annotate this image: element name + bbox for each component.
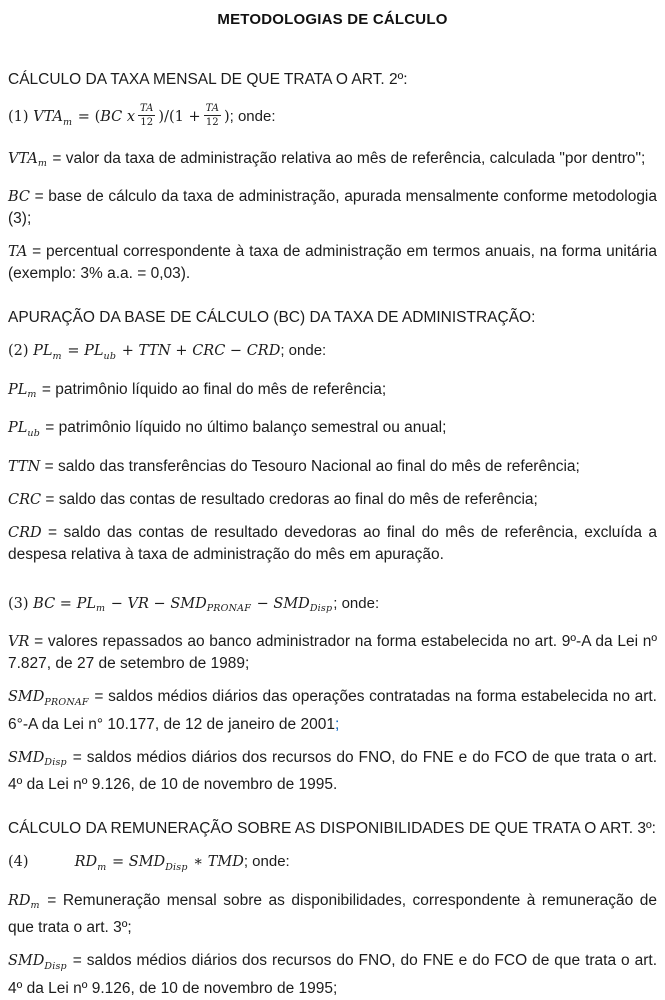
text-run: = saldo das contas de resultado devedoras ao final do mês de referência, excluída a despesa relativa à taxa de administração do mês em apuração. [8, 523, 657, 563]
text-run: ; onde: [229, 108, 276, 125]
text-run: ; onde: [280, 342, 327, 359]
math-subscript: m [97, 861, 107, 873]
text-run: = saldos médios diários dos recursos do FNO, do FNE e do FCO de que trata o art. 4º da Lei nº 9.126, de 10 de novembro de 1995. [8, 748, 657, 793]
math-variable: VTA [8, 150, 38, 167]
math-operator: + [117, 343, 139, 359]
math-operator: − [252, 595, 274, 612]
section-heading-taxa-mensal: CÁLCULO DA TAXA MENSAL DE QUE TRATA O ART. 2º: [8, 71, 408, 88]
math-subscript: m [62, 116, 73, 128]
math-operator: ) [223, 109, 230, 125]
text-run: = patrimônio líquido ao final do mês de referência; [37, 380, 387, 398]
math-variable: CRD [246, 343, 281, 359]
text-run: = base de cálculo da taxa de administração, apurada mensalmente conforme metodologia (3); [8, 188, 657, 227]
text-run: = saldo das contas de resultado credoras ao final do mês de referência; [41, 490, 538, 508]
math-subscript: Disp [165, 861, 188, 873]
definition-crc [8, 489, 657, 511]
math-subscript: ub [103, 350, 117, 362]
definition-ta [8, 241, 657, 285]
text-run: = valor da taxa de administração relativa ao mês de referência, calculada "por dentro"; [48, 149, 646, 167]
text-run: = saldo das transferências do Tesouro Nacional ao final do mês de referência; [40, 457, 580, 475]
math-variable: SMD [8, 749, 45, 766]
math-variable: BC [8, 189, 31, 205]
math-subscript: Disp [44, 757, 67, 768]
math-variable: SMD [128, 854, 166, 870]
math-variable: PL [76, 595, 96, 612]
text-run: = Remuneração mensal sobre as disponibilidades, correspondente à remuneração de que trata o art. 3º; [8, 891, 657, 936]
math-variable: SMD [8, 689, 45, 705]
section-heading-base-calculo: APURAÇÃO DA BASE DE CÁLCULO (BC) DA TAXA DE ADMINISTRAÇÃO: [8, 309, 536, 326]
math-operator: (4) [8, 854, 29, 870]
definition-vr [8, 631, 657, 675]
math-operator: ∗ [188, 854, 208, 870]
definition-plub [8, 417, 657, 445]
math-operator: = [107, 854, 129, 870]
math-subscript: m [27, 389, 37, 400]
math-variable: SMD [170, 595, 207, 612]
definition-crd [8, 522, 657, 566]
formula-3-bc [8, 592, 657, 622]
math-operator: − [225, 343, 247, 359]
definition-bc [8, 186, 657, 230]
definition-plm [8, 379, 657, 407]
math-variable: CRD [8, 524, 42, 541]
math-variable: TTN [138, 343, 171, 359]
definition-ttn [8, 456, 657, 478]
math-variable: CRC [192, 343, 226, 359]
fraction-denominator: 12 [205, 117, 219, 129]
math-operator: (1) [8, 109, 34, 125]
stacked-fraction [204, 103, 221, 128]
math-operator: = [55, 595, 77, 612]
math-variable: VR [8, 634, 30, 650]
math-operator: (3) [8, 595, 34, 612]
math-operator [29, 854, 75, 870]
math-subscript: Disp [309, 603, 333, 614]
formula-4-rd [8, 850, 657, 880]
math-subscript: PRONAF [206, 603, 252, 614]
math-subscript: m [37, 158, 48, 169]
math-variable: VR [127, 595, 149, 612]
text-run: ; onde: [243, 853, 290, 870]
math-variable: PL [8, 381, 28, 398]
math-variable: BC x [100, 109, 136, 125]
math-variable: SMD [8, 953, 45, 969]
definition-rdm [8, 890, 657, 940]
math-operator: = ( [73, 109, 101, 125]
math-variable: TMD [207, 854, 244, 870]
hyperlink-character[interactable]: ; [334, 715, 340, 733]
math-subscript: m [30, 900, 40, 911]
math-variable: BC [33, 595, 56, 612]
math-operator: = [62, 343, 85, 359]
math-operator: )/(1 + [158, 109, 201, 125]
math-subscript: m [95, 603, 106, 614]
math-variable: PL [84, 343, 104, 359]
definition-smd-pronaf [8, 686, 657, 736]
fraction-numerator: TA [205, 103, 219, 115]
math-operator: − [148, 595, 171, 612]
math-variable: CRC [8, 491, 42, 508]
math-variable: VTA [33, 109, 63, 125]
definition-smd-disp [8, 747, 657, 797]
text-run: = percentual correspondente à taxa de administração em termos anuais, na forma unitária (exemplo: 3% a.a. = 0,03). [8, 243, 657, 282]
text-run: ; onde: [333, 594, 380, 612]
stacked-fraction [138, 103, 155, 128]
math-operator: (2) [8, 343, 34, 359]
math-variable: RD [74, 854, 98, 870]
math-subscript: ub [27, 427, 40, 439]
document-title: METODOLOGIAS DE CÁLCULO [217, 11, 448, 28]
definition-vta [8, 148, 657, 176]
formula-1-vta [8, 101, 657, 139]
math-subscript: Disp [44, 960, 67, 972]
text-run: = patrimônio líquido no último balanço semestral ou anual; [41, 419, 447, 436]
text-run: = saldos médios diários dos recursos do FNO, do FNE e do FCO de que trata o art. 4º da Lei nº 9.126, de 10 de novembro de 1995; [8, 952, 657, 997]
math-operator: − [106, 595, 128, 612]
formula-2-pl [8, 339, 657, 369]
math-variable: SMD [273, 595, 310, 612]
math-subscript: PRONAF [44, 696, 89, 708]
math-subscript: m [52, 350, 62, 362]
math-variable: TA [8, 244, 28, 260]
math-variable: PL [8, 420, 28, 436]
fraction-numerator: TA [140, 103, 154, 115]
math-variable: PL [33, 343, 53, 359]
section-heading-remuneracao: CÁLCULO DA REMUNERAÇÃO SOBRE AS DISPONIBILIDADES DE QUE TRATA O ART. 3º: [8, 820, 656, 837]
text-run: = valores repassados ao banco administrador na forma estabelecida no art. 9º-A da Lei nº 7.827, de 27 de setembro de 1989; [8, 633, 657, 672]
math-operator: + [170, 343, 193, 359]
math-variable: TTN [8, 458, 41, 475]
text-run: = saldos médios diários das operações contratadas na forma estabelecida no art. 6°-A da Lei n° 10.177, de 12 de janeiro de 2001 [8, 688, 657, 733]
fraction-denominator: 12 [140, 117, 154, 129]
math-variable: RD [8, 892, 31, 909]
